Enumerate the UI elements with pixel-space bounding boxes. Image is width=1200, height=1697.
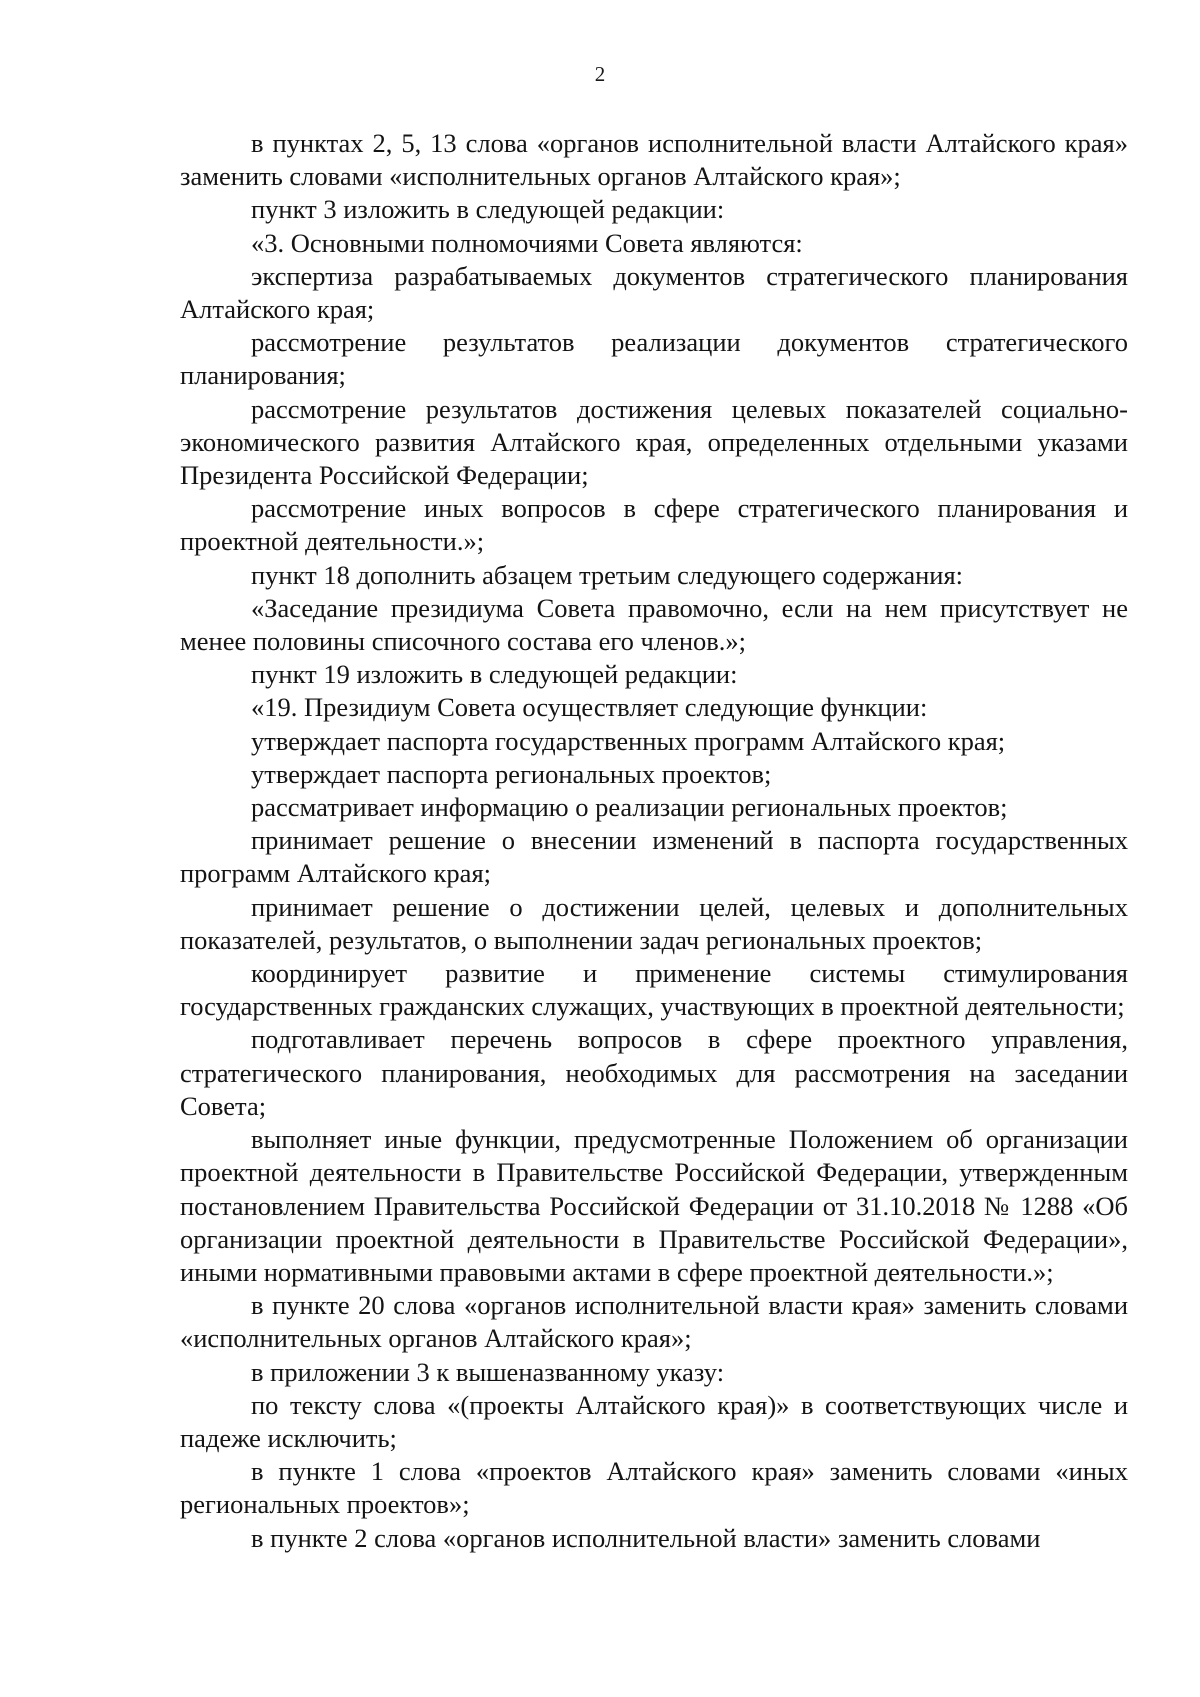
- paragraph: рассматривает информацию о реализации региональных проектов;: [251, 792, 1008, 823]
- paragraph: в приложении 3 к вышеназванному указу:: [251, 1356, 725, 1387]
- paragraph: рассмотрение результатов реализации документов стратегического планирования;: [180, 327, 1128, 391]
- paragraph: подготавливает перечень вопросов в сфере проектного управления, стратегического планирования, необходимых для рассмотрения на заседании Совета;: [180, 1024, 1128, 1121]
- paragraph: пункт 19 изложить в следующей редакции:: [251, 659, 738, 690]
- paragraph: в пункте 2 слова «органов исполнительной власти» заменить словами: [251, 1522, 1041, 1553]
- document-body: [180, 127, 1128, 1555]
- paragraph: в пунктах 2, 5, 13 слова «органов исполнительной власти Алтайского края» заменить словами «исполнительных органов Алтайского края»;: [180, 128, 1128, 192]
- page-number: 2: [594, 62, 606, 86]
- paragraph: пункт 3 изложить в следующей редакции:: [251, 194, 725, 225]
- paragraph: принимает решение о достижении целей, целевых и дополнительных показателей, результатов, о выполнении задач региональных проектов;: [180, 891, 1128, 955]
- paragraph: «Заседание президиума Совета правомочно, если на нем присутствует не менее половины списочного состава его членов.»;: [180, 592, 1128, 657]
- paragraph: «3. Основными полномочиями Совета являются:: [251, 227, 803, 258]
- paragraph: в пункте 1 слова «проектов Алтайского края» заменить словами «иных региональных проектов»;: [180, 1456, 1128, 1520]
- paragraph: утверждает паспорта государственных программ Алтайского края;: [251, 725, 1006, 756]
- paragraph: экспертиза разрабатываемых документов стратегического планирования Алтайского края;: [180, 260, 1128, 325]
- paragraph: рассмотрение результатов достижения целевых показателей социально-экономического развития Алтайского края, определенных отдельными указами Президента Российской Федерации;: [180, 393, 1128, 491]
- paragraph: координирует развитие и применение системы стимулирования государственных гражданских служащих, участвующих в проектной деятельности;: [180, 958, 1128, 1022]
- paragraph: принимает решение о внесении изменений в паспорта государственных программ Алтайского края;: [180, 825, 1128, 889]
- paragraph: утверждает паспорта региональных проектов;: [251, 758, 772, 789]
- paragraph: рассмотрение иных вопросов в сфере стратегического планирования и проектной деятельности.»;: [180, 493, 1128, 557]
- paragraph: выполняет иные функции, предусмотренные Положением об организации проектной деятельности в Правительстве Российской Федерации, утвержденным постановлением Правительства Российской Федерации от 31.10.2018 № 1288 «Об организации проектной деятельности в Правительстве Российской Федерации», иными нормативными правовыми актами в сфере проектной деятельности.»;: [180, 1124, 1128, 1287]
- paragraph: пункт 18 дополнить абзацем третьим следующего содержания:: [251, 559, 964, 590]
- paragraph: «19. Президиум Совета осуществляет следующие функции:: [251, 692, 928, 723]
- paragraph: по тексту слова «(проекты Алтайского края)» в соответствующих числе и падеже исключить;: [180, 1389, 1128, 1453]
- paragraph: в пункте 20 слова «органов исполнительной власти края» заменить словами «исполнительных органов Алтайского края»;: [180, 1290, 1128, 1354]
